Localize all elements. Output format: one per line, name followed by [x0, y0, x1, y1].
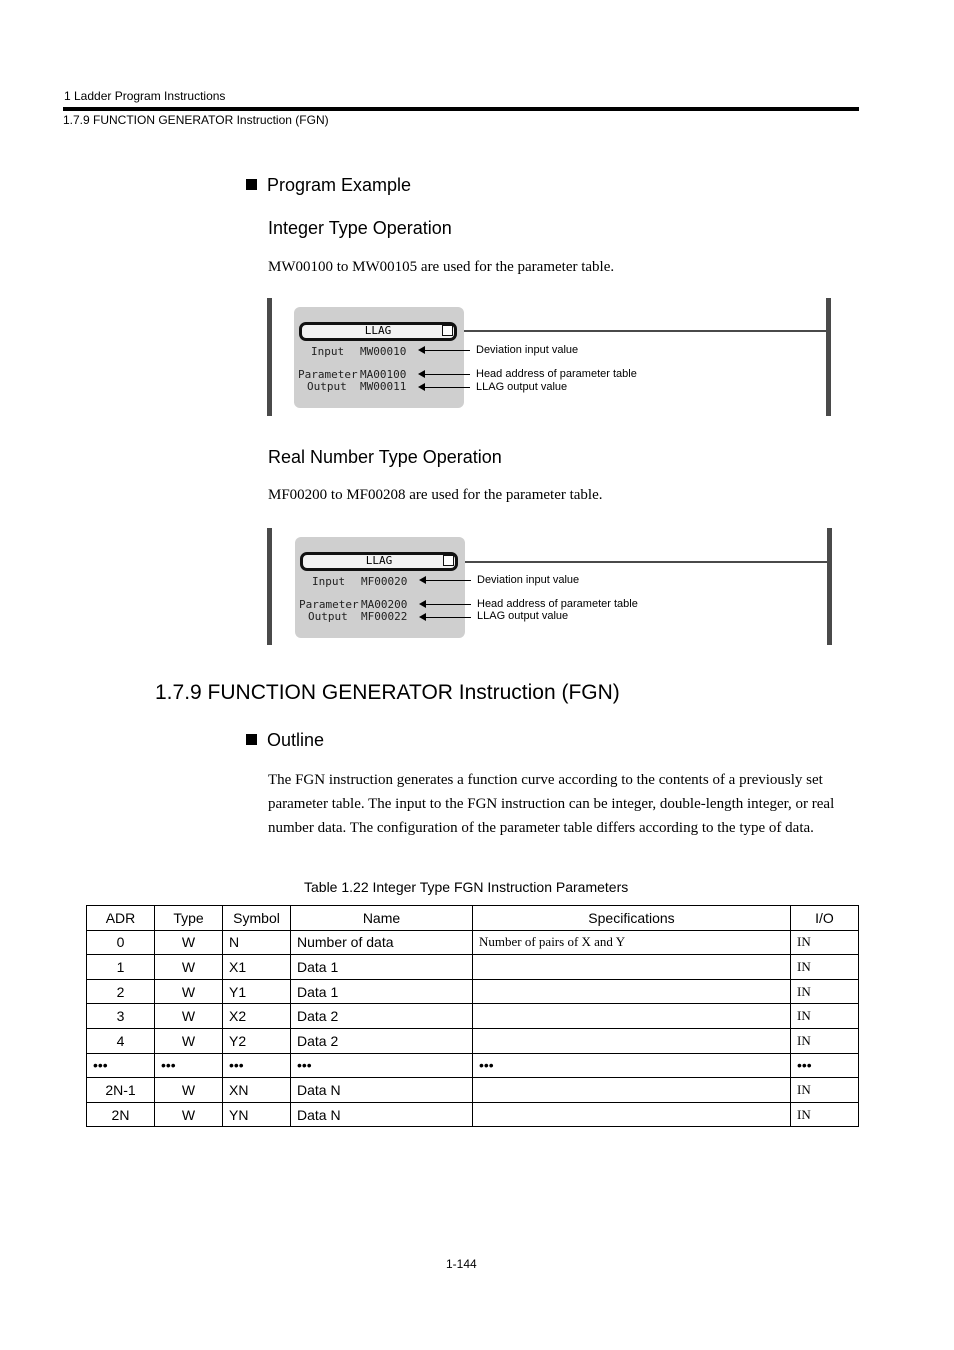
cell-type: W: [155, 930, 223, 955]
left-power-rail: [267, 528, 272, 645]
cell-adr: 2N: [87, 1102, 155, 1127]
right-power-rail: [827, 528, 832, 645]
output-wire: [456, 561, 829, 563]
cell-type: W: [155, 1078, 223, 1103]
cell-name: Data 2: [291, 1028, 473, 1053]
output-register: MW00011: [360, 380, 407, 393]
annotation-input: Deviation input value: [476, 344, 579, 356]
block-pin-icon: [443, 555, 454, 566]
column-header: Symbol: [223, 906, 291, 931]
input-register: MF00020: [361, 575, 408, 588]
cell-type: •••: [155, 1053, 223, 1078]
cell-symbol: N: [223, 930, 291, 955]
section-header: 1.7.9 FUNCTION GENERATOR Instruction (FGN): [63, 113, 329, 127]
left-power-rail: [267, 298, 272, 416]
integer-type-heading: Integer Type Operation: [268, 218, 452, 238]
cell-io: •••: [791, 1053, 859, 1078]
cell-symbol: •••: [223, 1053, 291, 1078]
column-header: I/O: [791, 906, 859, 931]
table-row: [87, 1004, 859, 1029]
cell-adr: 2N-1: [87, 1078, 155, 1103]
llag-block: [295, 537, 465, 638]
cell-spec: Number of pairs of X and Y: [473, 930, 791, 955]
output-register: MF00022: [361, 610, 408, 623]
cell-type: W: [155, 955, 223, 980]
cell-name: •••: [291, 1053, 473, 1078]
outline-heading: Outline: [246, 730, 324, 751]
column-header: ADR: [87, 906, 155, 931]
cell-adr: •••: [87, 1053, 155, 1078]
page-number: 1-144: [446, 1257, 477, 1271]
square-bullet-icon: [246, 179, 257, 190]
integer-note: MW00100 to MW00105 are used for the parameter table.: [268, 259, 615, 275]
cell-name: Data 2: [291, 1004, 473, 1029]
square-bullet-icon: [246, 734, 257, 745]
ladder-diagram-integer: [266, 298, 834, 418]
annotation-parameter: Head address of parameter table: [477, 598, 638, 610]
table-header-row: [87, 906, 859, 931]
annotation-output: LLAG output value: [477, 610, 569, 622]
arrow-line: [425, 604, 471, 605]
real-type-heading: Real Number Type Operation: [268, 447, 502, 467]
cell-type: W: [155, 1028, 223, 1053]
cell-type: W: [155, 1102, 223, 1127]
table-caption: Table 1.22 Integer Type FGN Instruction Parameters: [304, 879, 629, 895]
output-label: Output: [307, 380, 347, 393]
annotation-parameter: Head address of parameter table: [476, 368, 637, 380]
block-pin-icon: [442, 325, 453, 336]
cell-io: IN: [791, 1078, 859, 1103]
input-register: MW00010: [360, 345, 407, 358]
annotation-input: Deviation input value: [477, 574, 580, 586]
arrow-line: [425, 617, 471, 618]
cell-symbol: Y1: [223, 979, 291, 1004]
table-row: [87, 955, 859, 980]
cell-adr: 0: [87, 930, 155, 955]
cell-spec: [473, 979, 791, 1004]
parameter-label: Parameter: [299, 598, 359, 611]
cell-io: IN: [791, 930, 859, 955]
cell-adr: 3: [87, 1004, 155, 1029]
cell-symbol: X2: [223, 1004, 291, 1029]
cell-io: IN: [791, 1028, 859, 1053]
cell-io: IN: [791, 955, 859, 980]
cell-name: Data N: [291, 1102, 473, 1127]
cell-name: Data N: [291, 1078, 473, 1103]
table-row: [87, 979, 859, 1004]
cell-adr: 2: [87, 979, 155, 1004]
block-title-bar: LLAG: [299, 322, 457, 341]
arrow-line: [425, 580, 471, 581]
block-title-bar: LLAG: [300, 552, 458, 571]
parameters-table: [86, 905, 859, 1127]
cell-io: IN: [791, 1102, 859, 1127]
parameter-register: MA00100: [360, 368, 407, 381]
outline-paragraph: The FGN instruction generates a function curve according to the contents of a previously set parameter table. The input to the FGN instruction can be integer, double-length integer, or real number data. The configuration of the parameter table differs according to the type of data.: [268, 772, 835, 836]
chapter-header: 1 Ladder Program Instructions: [64, 89, 226, 103]
program-example-heading: Program Example: [246, 175, 411, 196]
input-label: Input: [311, 345, 345, 358]
cell-spec: [473, 1028, 791, 1053]
cell-spec: [473, 955, 791, 980]
parameter-register: MA00200: [361, 598, 408, 611]
table-row: [87, 1028, 859, 1053]
cell-symbol: X1: [223, 955, 291, 980]
cell-type: W: [155, 979, 223, 1004]
arrow-line: [424, 350, 470, 351]
output-label: Output: [308, 610, 348, 623]
arrow-line: [424, 374, 470, 375]
section-title: 1.7.9 FUNCTION GENERATOR Instruction (FGN): [155, 681, 620, 704]
header-rule: [63, 107, 859, 111]
cell-io: IN: [791, 1004, 859, 1029]
cell-spec: [473, 1078, 791, 1103]
output-wire: [456, 330, 828, 332]
annotation-output: LLAG output value: [476, 381, 568, 393]
cell-adr: 4: [87, 1028, 155, 1053]
cell-spec: •••: [473, 1053, 791, 1078]
cell-io: IN: [791, 979, 859, 1004]
arrow-line: [424, 387, 470, 388]
cell-name: Number of data: [291, 930, 473, 955]
parameter-label: Parameter: [298, 368, 358, 381]
cell-spec: [473, 1102, 791, 1127]
cell-symbol: Y2: [223, 1028, 291, 1053]
table-row: [87, 1078, 859, 1103]
cell-name: Data 1: [291, 955, 473, 980]
column-header: Specifications: [473, 906, 791, 931]
cell-adr: 1: [87, 955, 155, 980]
right-power-rail: [826, 298, 831, 416]
ladder-diagram-real: [266, 528, 834, 648]
real-note: MF00200 to MF00208 are used for the parameter table.: [268, 487, 603, 503]
input-label: Input: [312, 575, 346, 588]
table-row: [87, 930, 859, 955]
llag-block: [294, 307, 464, 408]
cell-spec: [473, 1004, 791, 1029]
cell-symbol: XN: [223, 1078, 291, 1103]
column-header: Type: [155, 906, 223, 931]
table-row: [87, 1053, 859, 1078]
column-header: Name: [291, 906, 473, 931]
cell-name: Data 1: [291, 979, 473, 1004]
cell-symbol: YN: [223, 1102, 291, 1127]
table-row: [87, 1102, 859, 1127]
cell-type: W: [155, 1004, 223, 1029]
